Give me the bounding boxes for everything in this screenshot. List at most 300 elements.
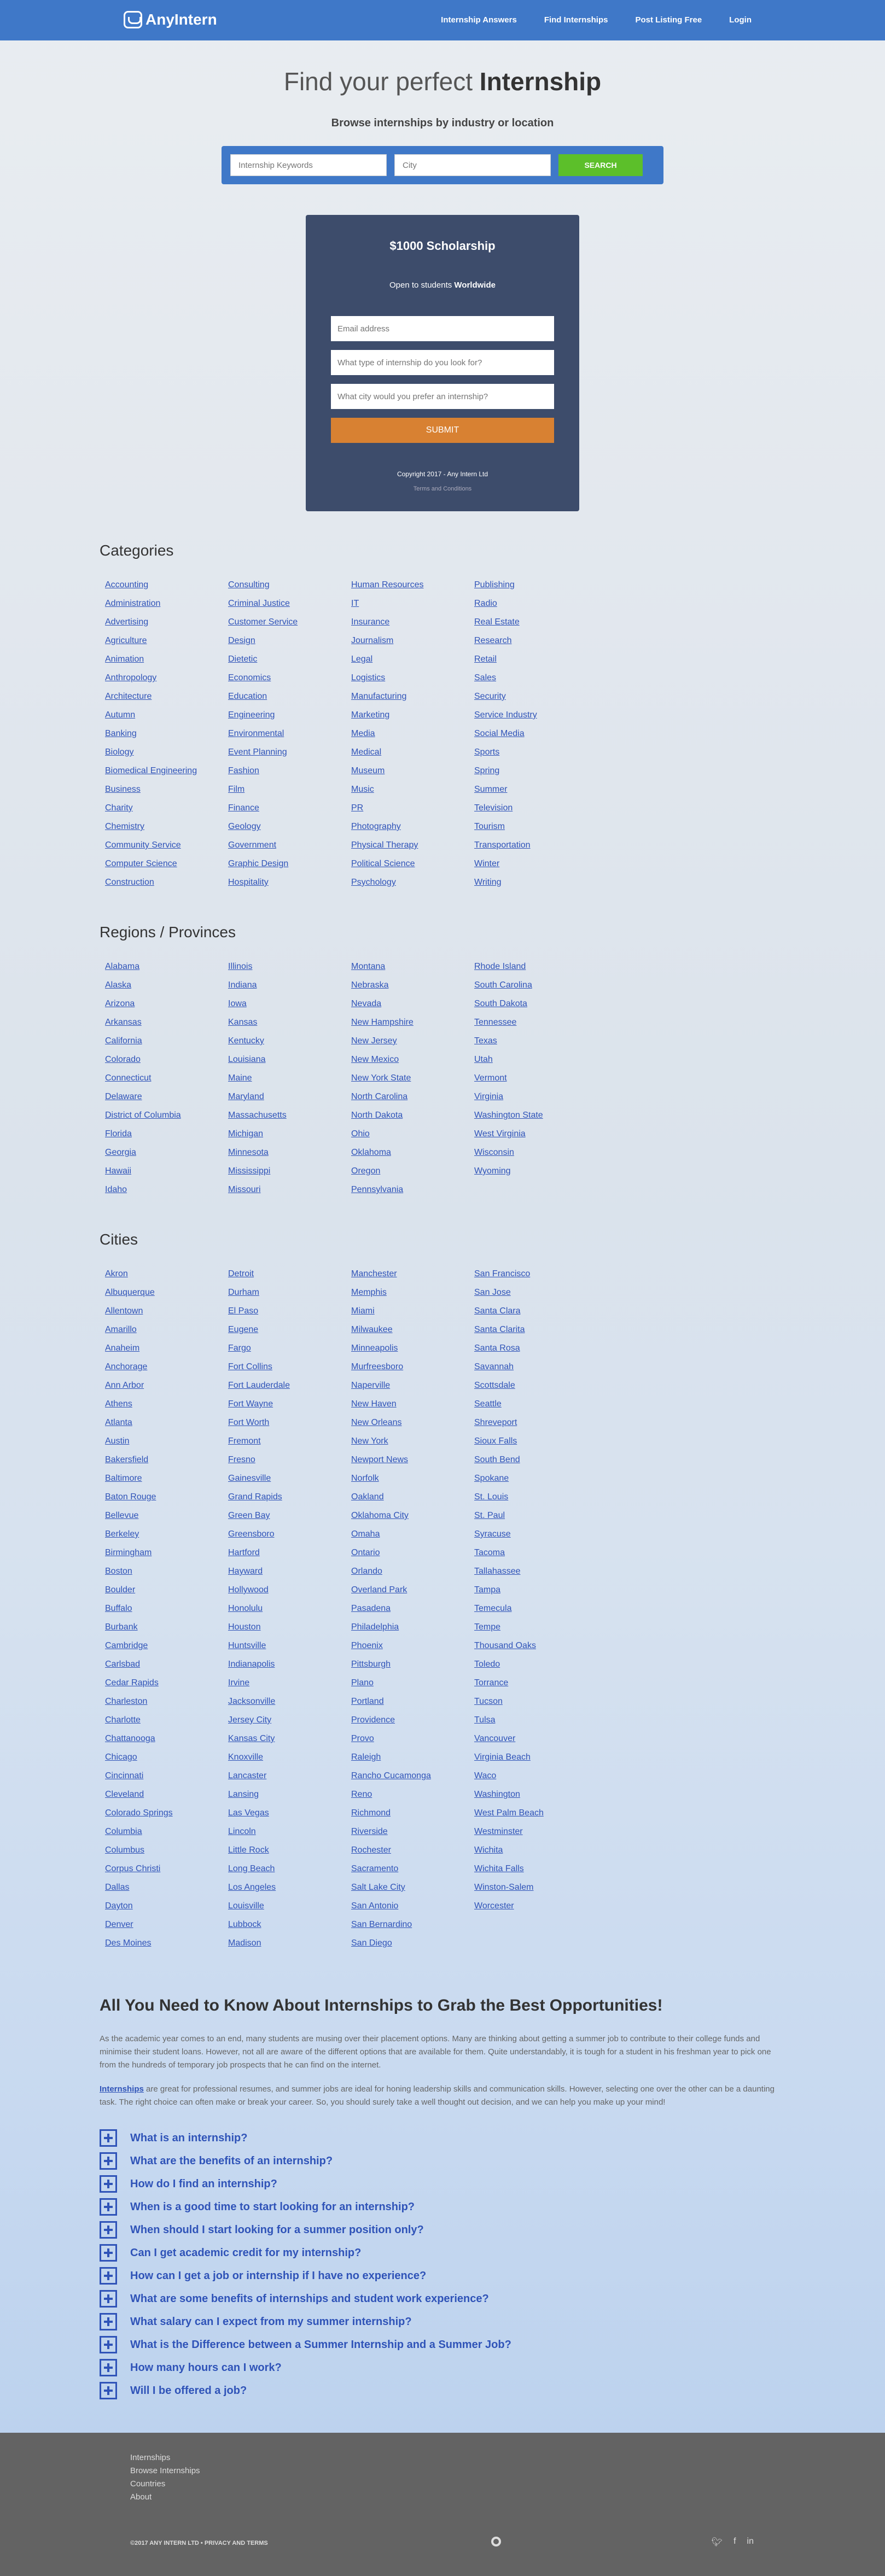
city-link[interactable]: Akron: [105, 1269, 128, 1278]
city-link[interactable]: Miami: [351, 1306, 375, 1316]
region-link[interactable]: Utah: [474, 1055, 493, 1064]
city-link[interactable]: Cleveland: [105, 1790, 144, 1799]
category-link[interactable]: Tourism: [474, 822, 505, 831]
plus-icon[interactable]: [100, 2336, 117, 2353]
region-link[interactable]: Rhode Island: [474, 962, 526, 971]
city-link[interactable]: Westminster: [474, 1827, 523, 1836]
category-link[interactable]: Event Planning: [228, 747, 287, 757]
city-link[interactable]: New Haven: [351, 1399, 397, 1409]
faq-question[interactable]: What is the Difference between a Summer Internship and a Summer Job?: [130, 2338, 511, 2351]
region-link[interactable]: Texas: [474, 1036, 497, 1045]
city-link[interactable]: Amarillo: [105, 1325, 137, 1334]
city-link[interactable]: Fort Worth: [228, 1418, 270, 1427]
city-link[interactable]: Shreveport: [474, 1418, 517, 1427]
city-link[interactable]: Salt Lake City: [351, 1883, 405, 1892]
plus-icon[interactable]: [100, 2382, 117, 2399]
region-link[interactable]: Delaware: [105, 1092, 142, 1101]
region-link[interactable]: Tennessee: [474, 1018, 517, 1027]
footer-link-about[interactable]: About: [130, 2492, 152, 2502]
city-link[interactable]: Santa Clarita: [474, 1325, 525, 1334]
city-link[interactable]: Carlsbad: [105, 1660, 141, 1669]
city-link[interactable]: Manchester: [351, 1269, 397, 1278]
region-link[interactable]: Oklahoma: [351, 1148, 391, 1157]
plus-icon[interactable]: [100, 2313, 117, 2330]
city-link[interactable]: West Palm Beach: [474, 1808, 544, 1818]
city-link[interactable]: New York: [351, 1436, 388, 1446]
category-link[interactable]: Hospitality: [228, 878, 269, 887]
region-link[interactable]: North Carolina: [351, 1092, 408, 1101]
category-link[interactable]: Dietetic: [228, 655, 258, 664]
region-link[interactable]: Hawaii: [105, 1166, 132, 1176]
city-link[interactable]: Portland: [351, 1697, 384, 1706]
region-link[interactable]: Maine: [228, 1073, 252, 1083]
category-link[interactable]: Animation: [105, 655, 144, 664]
faq-question[interactable]: What is an internship?: [130, 2131, 248, 2144]
category-link[interactable]: Environmental: [228, 729, 284, 738]
category-link[interactable]: Administration: [105, 599, 161, 608]
category-link[interactable]: Finance: [228, 803, 259, 813]
category-link[interactable]: PR: [351, 803, 364, 813]
city-link[interactable]: Chattanooga: [105, 1734, 155, 1743]
city-link[interactable]: Anaheim: [105, 1344, 140, 1353]
region-link[interactable]: Virginia: [474, 1092, 504, 1101]
city-link[interactable]: Savannah: [474, 1362, 514, 1371]
city-link[interactable]: Ann Arbor: [105, 1381, 144, 1390]
city-link[interactable]: El Paso: [228, 1306, 259, 1316]
city-link[interactable]: Dayton: [105, 1901, 133, 1911]
city-link[interactable]: Jersey City: [228, 1715, 272, 1725]
category-link[interactable]: Design: [228, 636, 255, 645]
city-link[interactable]: Little Rock: [228, 1845, 269, 1855]
city-link[interactable]: Santa Clara: [474, 1306, 521, 1316]
city-link[interactable]: Irvine: [228, 1678, 250, 1687]
city-link[interactable]: Tampa: [474, 1585, 501, 1594]
category-link[interactable]: Marketing: [351, 710, 390, 720]
city-link[interactable]: Madison: [228, 1938, 261, 1948]
city-link[interactable]: Fort Collins: [228, 1362, 272, 1371]
plus-icon[interactable]: [100, 2290, 117, 2308]
region-link[interactable]: Alaska: [105, 980, 132, 990]
city-link[interactable]: Syracuse: [474, 1529, 511, 1539]
category-link[interactable]: Winter: [474, 859, 500, 868]
city-link[interactable]: Washington: [474, 1790, 520, 1799]
city-link[interactable]: Fort Wayne: [228, 1399, 273, 1409]
footer-link-internships[interactable]: Internships: [130, 2453, 171, 2462]
city-link[interactable]: Burbank: [105, 1622, 138, 1632]
city-link[interactable]: Eugene: [228, 1325, 259, 1334]
category-link[interactable]: Education: [228, 692, 267, 701]
region-link[interactable]: Vermont: [474, 1073, 507, 1083]
city-link[interactable]: Wichita: [474, 1845, 503, 1855]
region-link[interactable]: Massachusetts: [228, 1111, 287, 1120]
plus-icon[interactable]: [100, 2152, 117, 2170]
nav-link-internship-answers[interactable]: Internship Answers: [441, 15, 517, 25]
region-link[interactable]: Louisiana: [228, 1055, 266, 1064]
faq-item[interactable]: [100, 2310, 785, 2333]
region-link[interactable]: West Virginia: [474, 1129, 526, 1138]
city-link[interactable]: Dallas: [105, 1883, 130, 1892]
city-link[interactable]: Naperville: [351, 1381, 391, 1390]
region-link[interactable]: New Jersey: [351, 1036, 397, 1045]
faq-question[interactable]: Can I get academic credit for my internship?: [130, 2246, 362, 2259]
region-link[interactable]: Montana: [351, 962, 386, 971]
city-link[interactable]: Gainesville: [228, 1474, 271, 1483]
city-link[interactable]: Tucson: [474, 1697, 503, 1706]
category-link[interactable]: Government: [228, 840, 277, 850]
nav-link-login[interactable]: Login: [729, 15, 752, 25]
city-link[interactable]: Newport News: [351, 1455, 409, 1464]
category-link[interactable]: Music: [351, 785, 374, 794]
city-link[interactable]: Virginia Beach: [474, 1753, 531, 1762]
city-link[interactable]: Green Bay: [228, 1511, 270, 1520]
city-link[interactable]: St. Louis: [474, 1492, 509, 1502]
city-link[interactable]: Omaha: [351, 1529, 380, 1539]
region-link[interactable]: Kansas: [228, 1018, 258, 1027]
city-link[interactable]: Seattle: [474, 1399, 502, 1409]
faq-item[interactable]: [100, 2127, 785, 2149]
category-link[interactable]: Community Service: [105, 840, 181, 850]
faq-item[interactable]: [100, 2379, 785, 2402]
category-link[interactable]: Geology: [228, 822, 261, 831]
linkedin-icon[interactable]: in: [747, 2537, 754, 2546]
city-link[interactable]: New Orleans: [351, 1418, 402, 1427]
region-link[interactable]: Wisconsin: [474, 1148, 514, 1157]
city-link[interactable]: Austin: [105, 1436, 130, 1446]
brand-logo[interactable]: [124, 11, 217, 28]
city-link[interactable]: San Bernardino: [351, 1920, 412, 1929]
category-link[interactable]: Charity: [105, 803, 133, 813]
city-link[interactable]: Los Angeles: [228, 1883, 276, 1892]
faq-item[interactable]: [100, 2287, 785, 2310]
city-link[interactable]: Pasadena: [351, 1604, 391, 1613]
faq-item[interactable]: [100, 2333, 785, 2356]
city-link[interactable]: Boulder: [105, 1585, 136, 1594]
city-link[interactable]: Provo: [351, 1734, 374, 1743]
region-link[interactable]: North Dakota: [351, 1111, 403, 1120]
city-link[interactable]: Pittsburgh: [351, 1660, 391, 1669]
category-link[interactable]: Fashion: [228, 766, 259, 775]
city-link[interactable]: Knoxville: [228, 1753, 264, 1762]
plus-icon[interactable]: [100, 2244, 117, 2262]
city-link[interactable]: Cincinnati: [105, 1771, 144, 1780]
city-link[interactable]: San Antonio: [351, 1901, 399, 1911]
city-link[interactable]: Detroit: [228, 1269, 254, 1278]
region-link[interactable]: Connecticut: [105, 1073, 152, 1083]
city-link[interactable]: Cedar Rapids: [105, 1678, 159, 1687]
city-link[interactable]: Fargo: [228, 1344, 251, 1353]
city-link[interactable]: Richmond: [351, 1808, 391, 1818]
city-link[interactable]: Hollywood: [228, 1585, 269, 1594]
region-link[interactable]: Oregon: [351, 1166, 381, 1176]
faq-question[interactable]: How many hours can I work?: [130, 2361, 282, 2374]
category-link[interactable]: Security: [474, 692, 506, 701]
city-link[interactable]: Worcester: [474, 1901, 514, 1911]
faq-question[interactable]: When should I start looking for a summer position only?: [130, 2223, 424, 2236]
category-link[interactable]: Agriculture: [105, 636, 147, 645]
city-link[interactable]: Lansing: [228, 1790, 259, 1799]
city-link[interactable]: Orlando: [351, 1567, 382, 1576]
city-link[interactable]: St. Paul: [474, 1511, 505, 1520]
footer-link-browse[interactable]: Browse Internships: [130, 2466, 200, 2475]
plus-icon[interactable]: [100, 2175, 117, 2193]
category-link[interactable]: Writing: [474, 878, 502, 887]
category-link[interactable]: Transportation: [474, 840, 531, 850]
city-link[interactable]: Ontario: [351, 1548, 380, 1557]
region-link[interactable]: New Mexico: [351, 1055, 399, 1064]
city-link[interactable]: Honolulu: [228, 1604, 263, 1613]
category-link[interactable]: Biomedical Engineering: [105, 766, 197, 775]
city-link[interactable]: Overland Park: [351, 1585, 407, 1594]
city-link[interactable]: Atlanta: [105, 1418, 132, 1427]
nav-link-post-listing[interactable]: Post Listing Free: [635, 15, 702, 25]
city-link[interactable]: Lincoln: [228, 1827, 256, 1836]
city-link[interactable]: Temecula: [474, 1604, 512, 1613]
city-link[interactable]: Santa Rosa: [474, 1344, 520, 1353]
preferred-city-field[interactable]: [331, 384, 554, 409]
city-link[interactable]: Riverside: [351, 1827, 388, 1836]
city-link[interactable]: Waco: [474, 1771, 497, 1780]
internship-type-field[interactable]: [331, 350, 554, 375]
region-link[interactable]: California: [105, 1036, 142, 1045]
keywords-input[interactable]: [230, 154, 387, 176]
category-link[interactable]: Chemistry: [105, 822, 145, 831]
city-link[interactable]: Long Beach: [228, 1864, 275, 1873]
city-link[interactable]: Lubbock: [228, 1920, 261, 1929]
region-link[interactable]: Nebraska: [351, 980, 389, 990]
city-link[interactable]: Murfreesboro: [351, 1362, 404, 1371]
city-link[interactable]: Charlotte: [105, 1715, 141, 1725]
category-link[interactable]: Political Science: [351, 859, 415, 868]
city-link[interactable]: Buffalo: [105, 1604, 132, 1613]
twitter-icon[interactable]: 🐦︎: [711, 2538, 723, 2547]
category-link[interactable]: Engineering: [228, 710, 275, 720]
region-link[interactable]: New York State: [351, 1073, 411, 1083]
city-link[interactable]: San Francisco: [474, 1269, 531, 1278]
region-link[interactable]: Maryland: [228, 1092, 264, 1101]
city-link[interactable]: Houston: [228, 1622, 261, 1632]
city-link[interactable]: San Jose: [474, 1288, 511, 1297]
city-link[interactable]: Kansas City: [228, 1734, 275, 1743]
city-link[interactable]: Toledo: [474, 1660, 500, 1669]
city-link[interactable]: Grand Rapids: [228, 1492, 282, 1502]
region-link[interactable]: District of Columbia: [105, 1111, 181, 1120]
city-link[interactable]: Reno: [351, 1790, 372, 1799]
region-link[interactable]: Florida: [105, 1129, 132, 1138]
category-link[interactable]: Construction: [105, 878, 154, 887]
category-link[interactable]: Criminal Justice: [228, 599, 290, 608]
category-link[interactable]: Customer Service: [228, 617, 298, 627]
region-link[interactable]: Pennsylvania: [351, 1185, 404, 1194]
footer-link-countries[interactable]: Countries: [130, 2479, 166, 2489]
faq-item[interactable]: [100, 2172, 785, 2195]
region-link[interactable]: Alabama: [105, 962, 140, 971]
city-link[interactable]: Fresno: [228, 1455, 255, 1464]
city-link[interactable]: Tulsa: [474, 1715, 496, 1725]
city-link[interactable]: Minneapolis: [351, 1344, 398, 1353]
city-link[interactable]: Charleston: [105, 1697, 148, 1706]
city-link[interactable]: Scottsdale: [474, 1381, 515, 1390]
search-button[interactable]: SEARCH: [558, 154, 643, 176]
region-link[interactable]: Kentucky: [228, 1036, 264, 1045]
category-link[interactable]: Spring: [474, 766, 500, 775]
region-link[interactable]: Missouri: [228, 1185, 261, 1194]
city-link[interactable]: Albuquerque: [105, 1288, 155, 1297]
region-link[interactable]: Arkansas: [105, 1018, 142, 1027]
city-link[interactable]: Greensboro: [228, 1529, 275, 1539]
city-link[interactable]: San Diego: [351, 1938, 392, 1948]
city-link[interactable]: Birmingham: [105, 1548, 152, 1557]
category-link[interactable]: Architecture: [105, 692, 152, 701]
city-link[interactable]: Sacramento: [351, 1864, 399, 1873]
city-link[interactable]: Lancaster: [228, 1771, 267, 1780]
city-link[interactable]: Vancouver: [474, 1734, 516, 1743]
city-link[interactable]: Bellevue: [105, 1511, 139, 1520]
city-link[interactable]: Milwaukee: [351, 1325, 393, 1334]
city-link[interactable]: Fort Lauderdale: [228, 1381, 290, 1390]
category-link[interactable]: Insurance: [351, 617, 390, 627]
city-link[interactable]: Tacoma: [474, 1548, 505, 1557]
city-link[interactable]: Oakland: [351, 1492, 384, 1502]
city-link[interactable]: Rochester: [351, 1845, 391, 1855]
category-link[interactable]: Media: [351, 729, 375, 738]
city-link[interactable]: Phoenix: [351, 1641, 383, 1650]
category-link[interactable]: Physical Therapy: [351, 840, 418, 850]
city-link[interactable]: Bakersfield: [105, 1455, 149, 1464]
city-link[interactable]: Tallahassee: [474, 1567, 521, 1576]
category-link[interactable]: Logistics: [351, 673, 386, 682]
faq-question[interactable]: Will I be offered a job?: [130, 2384, 247, 2397]
category-link[interactable]: Publishing: [474, 580, 515, 589]
city-link[interactable]: Thousand Oaks: [474, 1641, 536, 1650]
faq-item[interactable]: [100, 2241, 785, 2264]
city-link[interactable]: Huntsville: [228, 1641, 266, 1650]
category-link[interactable]: Human Resources: [351, 580, 424, 589]
category-link[interactable]: Economics: [228, 673, 271, 682]
faq-question[interactable]: What are some benefits of internships and student work experience?: [130, 2292, 489, 2305]
category-link[interactable]: IT: [351, 599, 359, 608]
city-link[interactable]: Fremont: [228, 1436, 261, 1446]
city-link[interactable]: Tempe: [474, 1622, 501, 1632]
city-link[interactable]: Memphis: [351, 1288, 387, 1297]
city-link[interactable]: Sioux Falls: [474, 1436, 517, 1446]
city-link[interactable]: Columbia: [105, 1827, 142, 1836]
region-link[interactable]: Wyoming: [474, 1166, 511, 1176]
terms-link[interactable]: Terms and Conditions: [413, 486, 472, 492]
region-link[interactable]: South Carolina: [474, 980, 532, 990]
city-link[interactable]: Anchorage: [105, 1362, 148, 1371]
city-link[interactable]: Baltimore: [105, 1474, 142, 1483]
footer-copyright[interactable]: ©2017 ANY INTERN LTD • PRIVACY AND TERMS: [130, 2540, 268, 2546]
category-link[interactable]: Legal: [351, 655, 373, 664]
category-link[interactable]: Research: [474, 636, 512, 645]
category-link[interactable]: Television: [474, 803, 513, 813]
region-link[interactable]: South Dakota: [474, 999, 527, 1008]
faq-question[interactable]: When is a good time to start looking for an internship?: [130, 2200, 415, 2213]
category-link[interactable]: Graphic Design: [228, 859, 289, 868]
city-link[interactable]: Torrance: [474, 1678, 509, 1687]
region-link[interactable]: Iowa: [228, 999, 247, 1008]
city-link[interactable]: Indianapolis: [228, 1660, 275, 1669]
category-link[interactable]: Film: [228, 785, 245, 794]
category-link[interactable]: Museum: [351, 766, 385, 775]
category-link[interactable]: Retail: [474, 655, 497, 664]
category-link[interactable]: Manufacturing: [351, 692, 407, 701]
city-link[interactable]: Louisville: [228, 1901, 264, 1911]
category-link[interactable]: Real Estate: [474, 617, 520, 627]
category-link[interactable]: Journalism: [351, 636, 394, 645]
city-link[interactable]: Denver: [105, 1920, 133, 1929]
city-link[interactable]: Baton Rouge: [105, 1492, 156, 1502]
city-link[interactable]: Athens: [105, 1399, 132, 1409]
city-link[interactable]: Hayward: [228, 1567, 263, 1576]
city-link[interactable]: Rancho Cucamonga: [351, 1771, 431, 1780]
faq-question[interactable]: How do I find an internship?: [130, 2177, 277, 2190]
city-link[interactable]: Spokane: [474, 1474, 509, 1483]
plus-icon[interactable]: [100, 2359, 117, 2376]
category-link[interactable]: Accounting: [105, 580, 149, 589]
faq-question[interactable]: What salary can I expect from my summer internship?: [130, 2315, 412, 2328]
city-link[interactable]: Oklahoma City: [351, 1511, 409, 1520]
region-link[interactable]: Washington State: [474, 1111, 543, 1120]
internships-link[interactable]: Internships: [100, 2084, 144, 2094]
region-link[interactable]: Colorado: [105, 1055, 141, 1064]
facebook-icon[interactable]: f: [733, 2537, 736, 2546]
category-link[interactable]: Business: [105, 785, 141, 794]
city-link[interactable]: Boston: [105, 1567, 132, 1576]
category-link[interactable]: Anthropology: [105, 673, 157, 682]
region-link[interactable]: Nevada: [351, 999, 382, 1008]
plus-icon[interactable]: [100, 2267, 117, 2285]
region-link[interactable]: Indiana: [228, 980, 257, 990]
category-link[interactable]: Service Industry: [474, 710, 537, 720]
city-link[interactable]: Hartford: [228, 1548, 260, 1557]
category-link[interactable]: Summer: [474, 785, 508, 794]
category-link[interactable]: Photography: [351, 822, 401, 831]
city-input[interactable]: [394, 154, 551, 176]
region-link[interactable]: Arizona: [105, 999, 135, 1008]
category-link[interactable]: Psychology: [351, 878, 396, 887]
plus-icon[interactable]: [100, 2129, 117, 2147]
city-link[interactable]: Jacksonville: [228, 1697, 276, 1706]
city-link[interactable]: Providence: [351, 1715, 395, 1725]
faq-question[interactable]: What are the benefits of an internship?: [130, 2154, 333, 2167]
city-link[interactable]: Colorado Springs: [105, 1808, 173, 1818]
city-link[interactable]: Des Moines: [105, 1938, 152, 1948]
city-link[interactable]: Corpus Christi: [105, 1864, 161, 1873]
category-link[interactable]: Consulting: [228, 580, 270, 589]
region-link[interactable]: Ohio: [351, 1129, 370, 1138]
city-link[interactable]: Chicago: [105, 1753, 137, 1762]
plus-icon[interactable]: [100, 2198, 117, 2216]
region-link[interactable]: New Hampshire: [351, 1018, 414, 1027]
city-link[interactable]: Norfolk: [351, 1474, 379, 1483]
city-link[interactable]: South Bend: [474, 1455, 520, 1464]
region-link[interactable]: Minnesota: [228, 1148, 269, 1157]
category-link[interactable]: Social Media: [474, 729, 525, 738]
city-link[interactable]: Wichita Falls: [474, 1864, 524, 1873]
city-link[interactable]: Allentown: [105, 1306, 143, 1316]
nav-link-find-internships[interactable]: Find Internships: [544, 15, 608, 25]
faq-item[interactable]: [100, 2264, 785, 2287]
city-link[interactable]: Columbus: [105, 1845, 145, 1855]
category-link[interactable]: Biology: [105, 747, 134, 757]
category-link[interactable]: Sales: [474, 673, 497, 682]
category-link[interactable]: Autumn: [105, 710, 136, 720]
category-link[interactable]: Advertising: [105, 617, 149, 627]
region-link[interactable]: Mississippi: [228, 1166, 271, 1176]
plus-icon[interactable]: [100, 2221, 117, 2239]
city-link[interactable]: Plano: [351, 1678, 374, 1687]
